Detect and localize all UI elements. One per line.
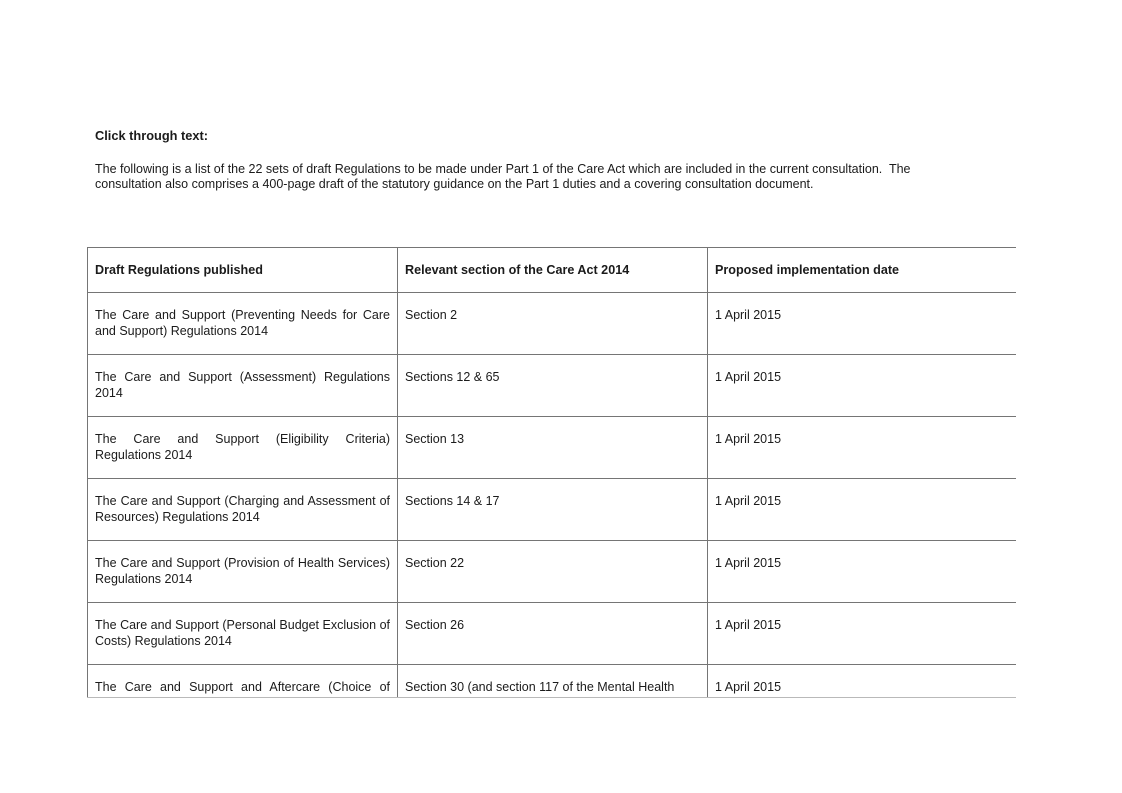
click-through-heading: Click through text: bbox=[95, 128, 209, 143]
cell-regulation-title: The Care and Support (Assessment) Regulations 2014 bbox=[88, 355, 398, 417]
regulations-table-body bbox=[88, 293, 1017, 699]
cell-regulation-title: The Care and Support (Personal Budget Exclusion of Costs) Regulations 2014 bbox=[88, 603, 398, 665]
column-header-implementation-date: Proposed implementation date bbox=[708, 248, 1017, 293]
table-row bbox=[88, 355, 1017, 417]
cell-implementation-date: 1 April 2015 bbox=[708, 603, 1017, 665]
cell-relevant-section: Section 30 (and section 117 of the Mental Health bbox=[398, 665, 708, 699]
cell-regulation-title: The Care and Support (Preventing Needs for Care and Support) Regulations 2014 bbox=[88, 293, 398, 355]
cell-regulation-title: The Care and Support (Eligibility Criteria) Regulations 2014 bbox=[88, 417, 398, 479]
cell-relevant-section: Section 26 bbox=[398, 603, 708, 665]
table-row bbox=[88, 541, 1017, 603]
header-row bbox=[88, 248, 1017, 293]
cell-implementation-date: 1 April 2015 bbox=[708, 665, 1017, 699]
cell-regulation-title: The Care and Support (Charging and Assessment of Resources) Regulations 2014 bbox=[88, 479, 398, 541]
table-row bbox=[88, 479, 1017, 541]
table-row bbox=[88, 603, 1017, 665]
intro-line-1: The following is a list of the 22 sets of draft Regulations to be made under Part 1 of the Care Act which are included in the current consultation. The bbox=[95, 162, 911, 176]
table-row bbox=[88, 665, 1017, 699]
cell-implementation-date: 1 April 2015 bbox=[708, 479, 1017, 541]
intro-paragraph bbox=[95, 162, 995, 192]
cell-regulation-title: The Care and Support and Aftercare (Choice of bbox=[88, 665, 398, 699]
cell-relevant-section: Sections 14 & 17 bbox=[398, 479, 708, 541]
cell-implementation-date: 1 April 2015 bbox=[708, 355, 1017, 417]
column-header-relevant-section: Relevant section of the Care Act 2014 bbox=[398, 248, 708, 293]
cell-implementation-date: 1 April 2015 bbox=[708, 293, 1017, 355]
intro-line-2: consultation also comprises a 400-page draft of the statutory guidance on the Part 1 duties and a covering consultation document. bbox=[95, 177, 814, 191]
cell-relevant-section: Section 2 bbox=[398, 293, 708, 355]
table-row bbox=[88, 293, 1017, 355]
cell-relevant-section: Section 13 bbox=[398, 417, 708, 479]
table-row bbox=[88, 417, 1017, 479]
column-header-draft-regulations: Draft Regulations published bbox=[88, 248, 398, 293]
regulations-table-header bbox=[88, 248, 1017, 293]
regulations-table-clip bbox=[87, 247, 1016, 698]
regulations-table bbox=[87, 247, 1016, 698]
cell-implementation-date: 1 April 2015 bbox=[708, 417, 1017, 479]
cell-implementation-date: 1 April 2015 bbox=[708, 541, 1017, 603]
cell-relevant-section: Section 22 bbox=[398, 541, 708, 603]
cell-relevant-section: Sections 12 & 65 bbox=[398, 355, 708, 417]
cell-regulation-title: The Care and Support (Provision of Health Services) Regulations 2014 bbox=[88, 541, 398, 603]
